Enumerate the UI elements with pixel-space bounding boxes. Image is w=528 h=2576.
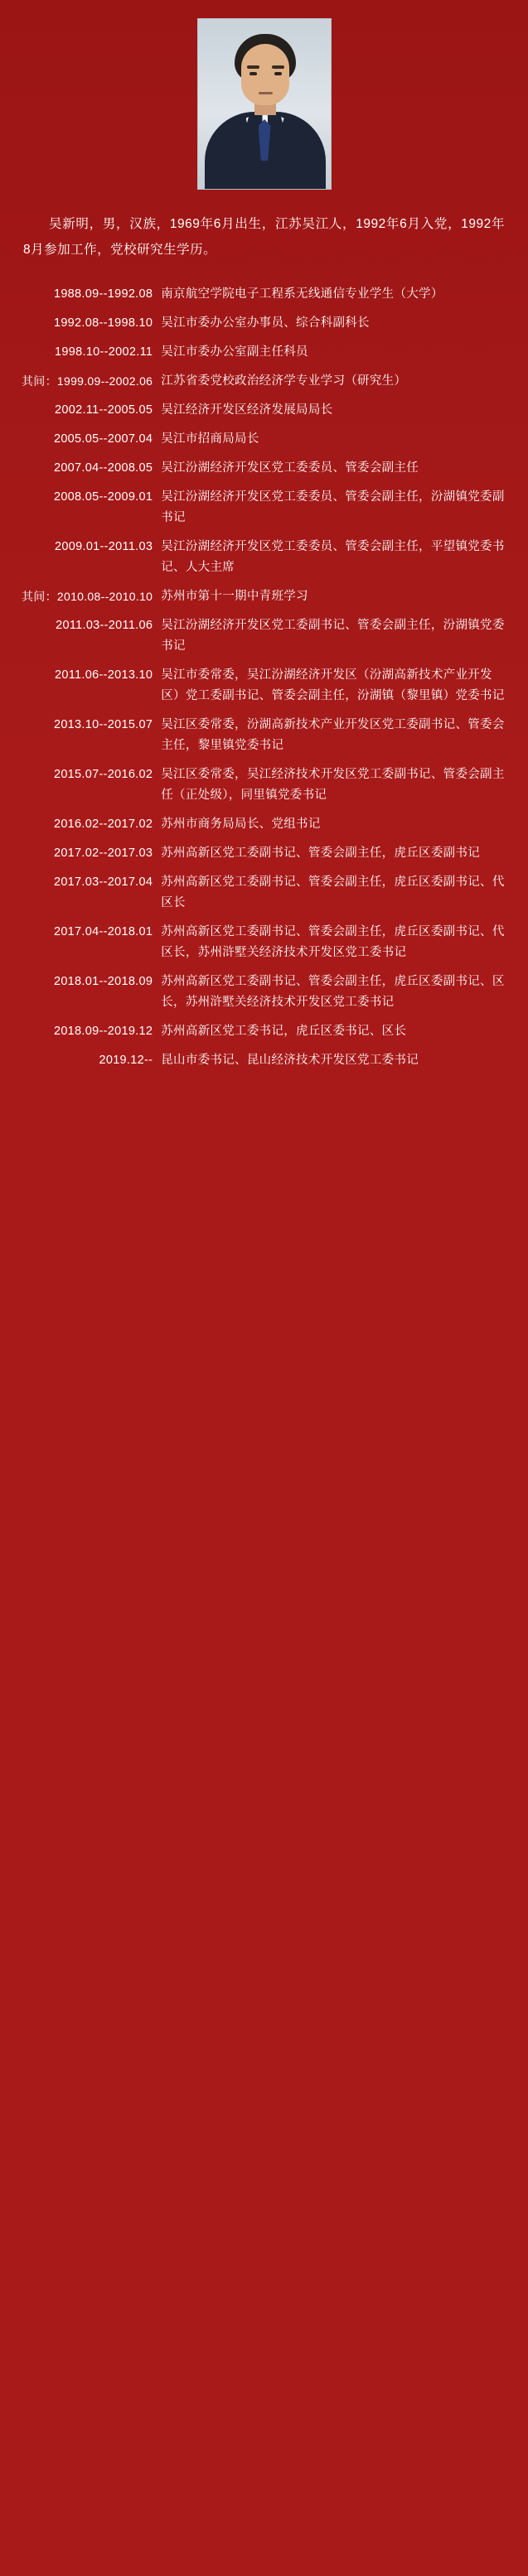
timeline-row — [22, 400, 506, 429]
timeline-description: 苏州高新区党工委副书记、管委会副主任，虎丘区委副书记、代区长，苏州浒墅关经济技术开发区党工委书记 — [161, 925, 505, 959]
timeline-description: 苏州高新区党工委副书记、管委会副主任，虎丘区委副书记、代区长 — [161, 876, 505, 909]
timeline-row — [22, 843, 506, 872]
timeline-row — [22, 1050, 506, 1079]
timeline-row — [22, 284, 506, 313]
timeline-period: 2018.09--2019.12 — [53, 1025, 153, 1038]
timeline-period: 1992.08--1998.10 — [53, 316, 153, 330]
timeline-description: 苏州市商务局局长、党组书记 — [161, 818, 321, 831]
timeline-period: 2016.02--2017.02 — [53, 818, 153, 831]
career-timeline — [22, 284, 506, 1079]
biography-paragraph: 吴新明，男，汉族，1969年6月出生，江苏吴江人，1992年6月入党，1992年8月参加工作，党校研究生学历。 — [23, 217, 505, 257]
portrait-brow-right — [272, 65, 284, 69]
timeline-description: 江苏省委党校政治经济学专业学习（研究生） — [161, 374, 407, 388]
portrait-eye-left — [249, 72, 257, 75]
timeline-period: 2017.02--2017.03 — [53, 847, 153, 860]
portrait-eye-right — [274, 72, 282, 75]
timeline-period: 2002.11--2005.05 — [55, 403, 153, 417]
timeline-period: 2005.05--2007.04 — [53, 432, 153, 446]
timeline-row — [22, 872, 506, 922]
timeline-row — [22, 586, 506, 615]
timeline-description: 苏州高新区党工委副书记、管委会副主任，虎丘区委副书记 — [161, 847, 481, 860]
timeline-period: 2011.06--2013.10 — [55, 668, 153, 682]
timeline-row — [22, 458, 506, 487]
timeline-row — [22, 715, 506, 765]
timeline-description: 吴江汾湖经济开发区党工委委员、管委会副主任，汾湖镇党委副书记 — [161, 490, 505, 524]
timeline-description: 南京航空学院电子工程系无线通信专业学生（大学） — [161, 287, 443, 301]
timeline-period: 2011.03--2011.06 — [56, 619, 153, 632]
timeline-description: 吴江市委常委，吴江汾湖经济开发区（汾湖高新技术产业开发区）党工委副书记、管委会副主任，汾湖镇（黎里镇）党委书记 — [161, 668, 505, 702]
timeline-row — [22, 537, 506, 586]
timeline-row — [22, 487, 506, 537]
timeline-period: 2013.10--2015.07 — [53, 718, 153, 731]
timeline-description: 吴江汾湖经济开发区党工委委员、管委会副主任 — [161, 461, 419, 475]
timeline-row — [22, 814, 506, 843]
portrait-face — [241, 44, 289, 105]
timeline-row — [22, 922, 506, 972]
timeline-period: 2007.04--2008.05 — [53, 461, 153, 475]
timeline-row — [22, 665, 506, 715]
timeline-row — [22, 765, 506, 814]
timeline-period: 2017.03--2017.04 — [53, 876, 153, 889]
timeline-description: 苏州高新区党工委副书记、管委会副主任，虎丘区委副书记、区长，苏州浒墅关经济技术开发区党工委书记 — [161, 975, 505, 1009]
portrait-photo — [197, 18, 332, 190]
timeline-description: 吴江经济开发区经济发展局局长 — [161, 403, 333, 417]
timeline-row — [22, 429, 506, 458]
timeline-period: 其间：2010.08--2010.10 — [22, 590, 153, 603]
timeline-period: 2009.01--2011.03 — [55, 540, 153, 553]
timeline-description: 吴江区委常委，吴江经济技术开发区党工委副书记、管委会副主任（正处级），同里镇党委书记 — [161, 768, 505, 802]
timeline-description: 苏州高新区党工委书记，虎丘区委书记、区长 — [161, 1025, 407, 1038]
timeline-period: 1998.10--2002.11 — [55, 345, 153, 359]
timeline-period: 2019.12-- — [99, 1054, 153, 1067]
timeline-description: 吴江市委办公室办事员、综合科副科长 — [161, 316, 370, 330]
timeline-row — [22, 1021, 506, 1050]
timeline-description: 吴江汾湖经济开发区党工委副书记、管委会副主任，汾湖镇党委书记 — [161, 619, 505, 653]
timeline-row — [22, 313, 506, 342]
timeline-description: 吴江市委办公室副主任科员 — [161, 345, 308, 359]
timeline-period: 1988.09--1992.08 — [53, 287, 153, 301]
timeline-description: 吴江汾湖经济开发区党工委委员、管委会副主任，平望镇党委书记、人大主席 — [161, 540, 505, 574]
timeline-description: 昆山市委书记、昆山经济技术开发区党工委书记 — [161, 1054, 419, 1067]
timeline-description: 苏州市第十一期中青班学习 — [161, 590, 308, 603]
timeline-row — [22, 342, 506, 371]
portrait-container — [22, 18, 506, 190]
portrait-mouth — [259, 92, 273, 94]
timeline-period: 2018.01--2018.09 — [53, 975, 153, 988]
timeline-row — [22, 371, 506, 400]
career-timeline-body — [22, 284, 506, 1079]
timeline-row — [22, 615, 506, 665]
portrait-brow-left — [247, 65, 259, 69]
timeline-period: 2017.04--2018.01 — [53, 925, 153, 938]
timeline-period: 2008.05--2009.01 — [53, 490, 153, 504]
timeline-row — [22, 972, 506, 1021]
timeline-description: 吴江市招商局局长 — [161, 432, 259, 446]
timeline-period: 2015.07--2016.02 — [53, 768, 153, 781]
profile-page — [0, 0, 528, 1112]
timeline-period: 其间：1999.09--2002.06 — [22, 374, 153, 388]
timeline-description: 吴江区委常委，汾湖高新技术产业开发区党工委副书记、管委会主任，黎里镇党委书记 — [161, 718, 505, 752]
